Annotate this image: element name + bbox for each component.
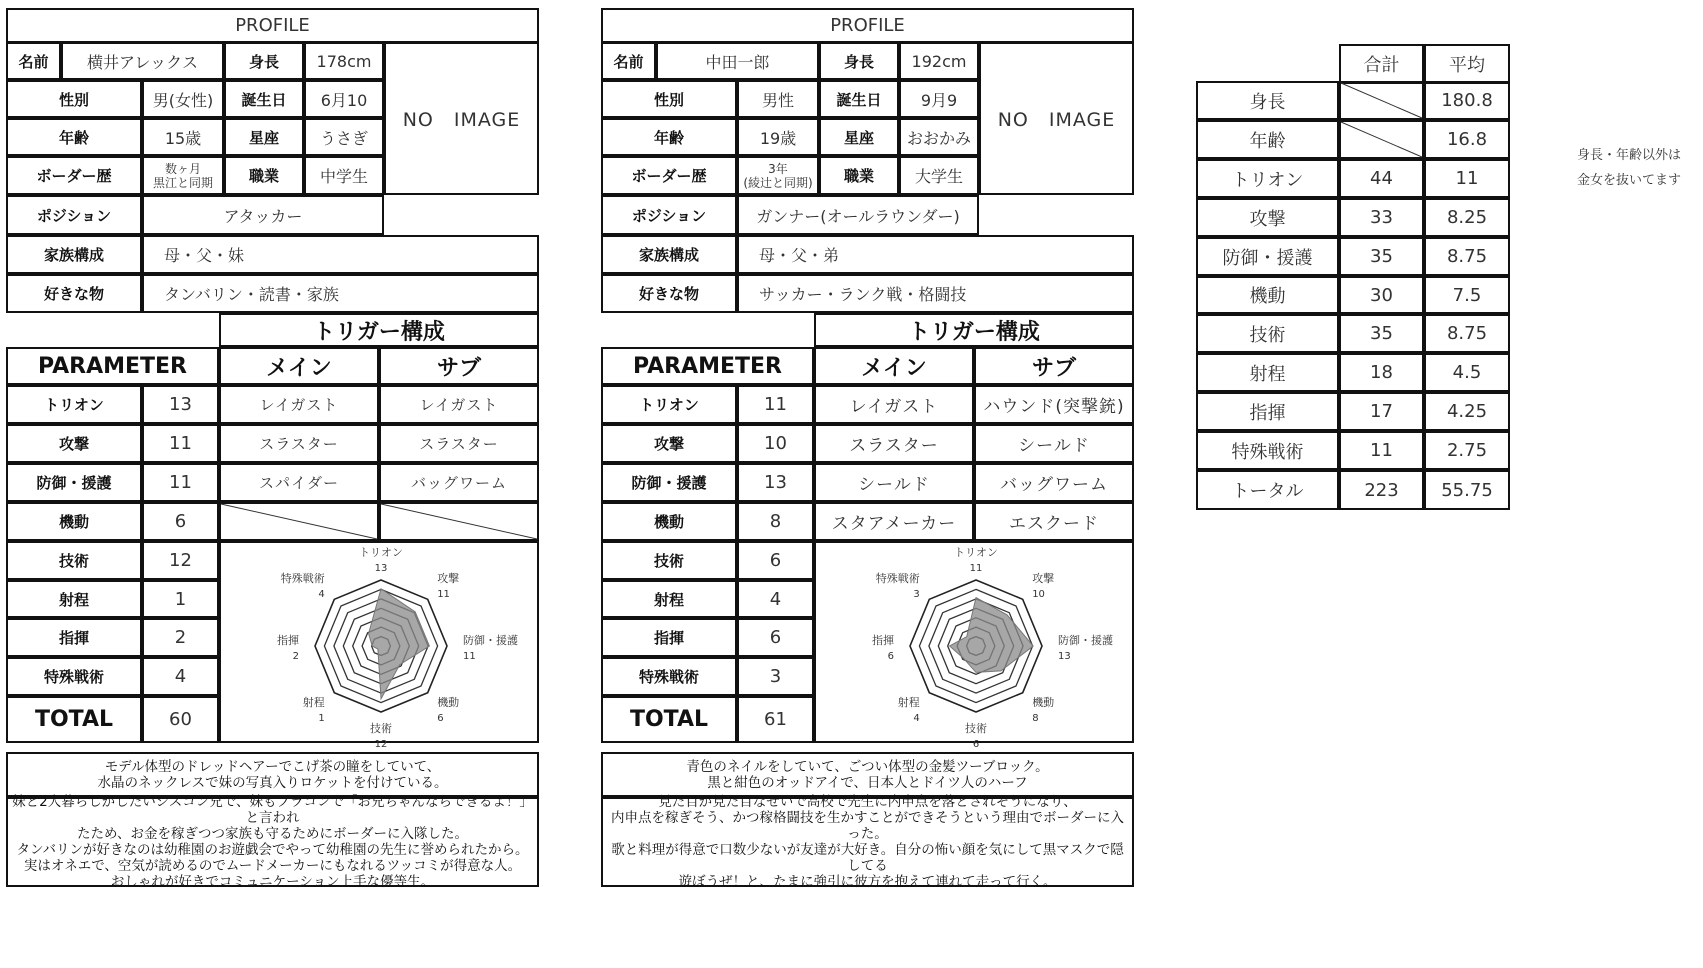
summary-row-label: 射程 [1196,353,1339,392]
summary-header-avg: 平均 [1424,44,1510,84]
param-value[interactable]: 4 [737,580,814,618]
param-label: 機動 [6,502,142,541]
label-job: 職業 [819,156,899,195]
parameter-header: PARAMETER [601,347,814,385]
sub-trigger-slot[interactable]: バッグワーム [379,463,539,502]
zodiac-value[interactable]: うさぎ [304,118,384,156]
label-job: 職業 [224,156,304,195]
radar-axis-label: 特殊戦術 [875,571,920,585]
param-value[interactable]: 1 [142,580,219,618]
total-label: TOTAL [6,696,142,743]
label-likes: 好きな物 [601,274,737,313]
radar-axis-label: 技術 [370,722,392,735]
radar-axis-label: 指揮 [872,634,894,647]
param-value[interactable]: 4 [142,657,219,696]
label-age: 年齢 [6,118,142,156]
empty-slot-diagonal [221,504,377,539]
main-header: メイン [814,347,974,385]
label-birthday: 誕生日 [224,80,304,118]
summary-avg-value[interactable]: 11 [1424,159,1510,198]
radar-value-label: 1 [318,713,325,725]
main-trigger-slot[interactable]: スタアメーカー [814,502,974,541]
radar-axis-label: 機動 [437,696,460,710]
param-label: 特殊戦術 [6,657,142,696]
sub-trigger-slot[interactable]: スラスター [379,424,539,463]
summary-avg-value[interactable]: 7.5 [1424,276,1510,314]
radar-value-label: 10 [1032,588,1045,600]
parameter-header: PARAMETER [6,347,219,385]
birthday-value[interactable]: 6月10 [304,80,384,118]
radar-value-label: 4 [318,588,325,600]
radar-value-label: 13 [374,563,388,574]
param-label: 技術 [6,541,142,580]
personality-line: おしゃれが好きでコミュニケーション上手な優等生。 [110,874,435,890]
summary-sum-value[interactable]: 17 [1339,392,1424,431]
radar-axis-label: 技術 [965,722,987,735]
gender-value[interactable]: 男性 [737,80,819,118]
param-value[interactable]: 11 [142,424,219,463]
param-label: トリオン [601,385,737,424]
main-header: メイン [219,347,379,385]
label-gender: 性別 [601,80,737,118]
param-label: 機動 [601,502,737,541]
career-line2: (綾辻と同期) [743,175,813,190]
personality-line: 歌と料理が得意で口数少ないが友達が大好き。自分の怖い顔を気にして黒マスクで隠してる [611,842,1124,874]
summary-avg-value[interactable]: 8.75 [1424,314,1510,353]
param-value[interactable]: 13 [142,385,219,424]
family-value[interactable]: 母・父・妹 [142,235,539,274]
job-value[interactable]: 中学生 [304,156,384,195]
total-label: TOTAL [601,696,737,743]
summary-row-label: 技術 [1196,314,1339,353]
radar-axis-label: 指揮 [277,634,299,647]
personality-line: 妹と2人暮らしがしたいシスコン兄で、妹もブラコンで「お兄ちゃんならできるよ！」と言われ [12,794,533,826]
total-value[interactable]: 60 [142,696,219,743]
summary-row-label: トータル [1196,470,1339,510]
param-label: 射程 [601,580,737,618]
summary-avg-value[interactable]: 8.25 [1424,198,1510,237]
radar-axis-label: 攻撃 [437,571,460,585]
label-zodiac: 星座 [819,118,899,156]
career-value[interactable] [142,156,224,195]
param-label: 防御・援護 [6,463,142,502]
side-note [1577,143,1681,193]
sub-trigger-slot[interactable]: ハウンド(突撃銃) [974,385,1134,424]
radar-value-label: 3 [913,588,920,600]
appearance-line: 青色のネイルをしていて、ごつい体型の金髪ツーブロック。 [686,758,1049,775]
radar-value-label: 6 [887,651,894,662]
likes-value[interactable]: サッカー・ランク戦・格闘技 [737,274,1134,313]
position-value[interactable]: ガンナー(オールラウンダー) [737,195,979,235]
main-trigger-slot[interactable]: レイガスト [814,385,974,424]
radar-axis-label: トリオン [954,546,998,559]
param-label: 指揮 [6,618,142,657]
param-value[interactable]: 13 [737,463,814,502]
label-name: 名前 [6,42,61,80]
personality-line: 見た目が見た目なせいで高校で先生に内申点を落とされそうになり、 [658,794,1077,810]
personality-line: 遊ぼうぜ！と、たまに強引に彼方を抱えて連れて走って行く。 [678,874,1057,890]
summary-sum-value[interactable]: 33 [1339,198,1424,237]
param-label: 防御・援護 [601,463,737,502]
radar-axis-label: 防御・援護 [1058,634,1113,647]
empty-slot-diagonal [381,504,537,539]
personality-line: 実はオネエで、空気が読めるのでムードメーカーにもなれるツッコミが得意な人。 [23,858,522,874]
empty-cell-diagonal [1341,83,1422,118]
main-trigger-slot[interactable]: レイガスト [219,385,379,424]
summary-row-label: 身長 [1196,81,1339,120]
summary-avg-value[interactable]: 2.75 [1424,431,1510,470]
sub-trigger-slot[interactable]: シールド [974,424,1134,463]
summary-header-sum: 合計 [1339,44,1424,84]
summary-sum-value[interactable]: 30 [1339,276,1424,314]
label-age: 年齢 [601,118,737,156]
summary-row-label: 攻撃 [1196,198,1339,237]
personality-memo [6,794,539,890]
param-label: 技術 [601,541,737,580]
personality-line: たため、お金を稼ぎつつ家族も守るためにボーダーに入隊した。 [77,826,468,842]
name-value[interactable]: 中田一郎 [656,42,819,80]
appearance-line: 水晶のネックレスで妹の写真入りロケットを付けている。 [97,774,448,791]
param-value[interactable]: 10 [737,424,814,463]
radar-axis-label: 射程 [302,696,325,710]
summary-avg-value[interactable]: 4.25 [1424,392,1510,431]
height-value[interactable]: 192cm [899,42,979,80]
param-value[interactable]: 11 [142,463,219,502]
param-value[interactable]: 2 [142,618,219,657]
profile-title: PROFILE [601,8,1134,43]
career-value[interactable] [737,156,819,195]
radar-axis-label: トリオン [359,546,403,559]
param-value[interactable]: 11 [737,385,814,424]
summary-row-label: 防御・援護 [1196,237,1339,276]
main-trigger-slot[interactable]: スラスター [814,424,974,463]
param-label: 攻撃 [6,424,142,463]
position-value[interactable]: アタッカー [142,195,384,235]
radar-value-label: 11 [437,588,450,600]
side-note-line: 身長・年齢以外は [1577,148,1682,163]
radar-chart [221,543,537,750]
label-position: ポジション [6,195,142,235]
radar-value-label: 11 [969,563,983,574]
label-name: 名前 [601,42,656,80]
profile-title: PROFILE [6,8,539,43]
personality-line: タンバリンが好きなのは幼稚園のお遊戯会でやって幼稚園の先生に誉められたから。 [16,842,529,858]
param-value[interactable]: 8 [737,502,814,541]
summary-row-label: トリオン [1196,159,1339,198]
radar-chart [816,543,1132,750]
radar-axis-label: 特殊戦術 [280,571,325,585]
sub-header: サブ [974,347,1134,385]
name-value[interactable]: 横井アレックス [61,42,224,80]
appearance-memo [6,752,539,797]
summary-row-label: 特殊戦術 [1196,431,1339,470]
personality-memo [601,794,1134,890]
label-career: ボーダー歴 [601,156,737,195]
radar-value-label: 13 [1058,651,1071,662]
empty-cell-diagonal [1341,122,1422,157]
radar-value-label: 12 [374,739,388,750]
age-value[interactable]: 15歳 [142,118,224,156]
radar-value-label: 6 [437,713,444,725]
appearance-memo [601,752,1134,797]
likes-value[interactable]: タンバリン・読書・家族 [142,274,539,313]
personality-line: 内申点を稼ぎそう、かつ稼格闘技を生かすことができそうという理由でボーダーに入った。 [611,810,1124,842]
radar-value-label: 2 [292,651,299,662]
param-label: 攻撃 [601,424,737,463]
label-gender: 性別 [6,80,142,118]
summary-avg-value[interactable]: 4.5 [1424,353,1510,392]
job-value[interactable]: 大学生 [899,156,979,195]
summary-avg-value[interactable]: 16.8 [1424,120,1510,159]
summary-avg-value[interactable]: 180.8 [1424,81,1510,120]
trigger-title: トリガー構成 [814,313,1134,347]
radar-axis-label: 防御・援護 [463,634,518,647]
param-value[interactable]: 6 [737,618,814,657]
sub-trigger-slot[interactable]: エスクード [974,502,1134,541]
career-line2: 黒江と同期 [152,175,213,190]
height-value[interactable]: 178cm [304,42,384,80]
summary-sum-value[interactable]: 35 [1339,314,1424,353]
sub-trigger-slot[interactable]: バッグワーム [974,463,1134,502]
summary-sum-value[interactable]: 35 [1339,237,1424,276]
label-career: ボーダー歴 [6,156,142,195]
label-family: 家族構成 [6,235,142,274]
career-line1: 3年 [768,161,788,176]
param-label: 特殊戦術 [601,657,737,696]
param-label: 射程 [6,580,142,618]
birthday-value[interactable]: 9月9 [899,80,979,118]
main-trigger-slot[interactable]: スパイダー [219,463,379,502]
summary-row-label: 指揮 [1196,392,1339,431]
summary-avg-value[interactable]: 55.75 [1424,470,1510,510]
radar-axis-label: 攻撃 [1032,571,1055,585]
summary-sum-value[interactable]: 18 [1339,353,1424,392]
param-label: 指揮 [601,618,737,657]
param-value[interactable]: 6 [142,502,219,541]
summary-row-label: 年齢 [1196,120,1339,159]
main-trigger-slot[interactable]: シールド [814,463,974,502]
label-height: 身長 [819,42,899,80]
gender-value[interactable]: 男(女性) [142,80,224,118]
radar-axis-label: 機動 [1032,696,1055,710]
label-position: ポジション [601,195,737,235]
label-family: 家族構成 [601,235,737,274]
career-line1: 数ヶ月 [164,161,201,176]
summary-sum-value[interactable]: 11 [1339,431,1424,470]
appearance-line: モデル体型のドレッドヘアーでこげ茶の瞳をしていて、 [104,758,441,775]
no-image-placeholder: NO IMAGE [979,42,1134,195]
appearance-line: 黒と紺色のオッドアイで、日本人とドイツ人のハーフ [707,774,1028,791]
label-height: 身長 [224,42,304,80]
main-trigger-slot[interactable]: スラスター [219,424,379,463]
radar-value-label: 6 [972,739,980,750]
radar-value-label: 8 [1032,713,1039,725]
label-likes: 好きな物 [6,274,142,313]
trigger-title: トリガー構成 [219,313,539,347]
label-zodiac: 星座 [224,118,304,156]
param-value[interactable]: 6 [737,541,814,580]
sub-header: サブ [379,347,539,385]
summary-row-label: 機動 [1196,276,1339,314]
no-image-placeholder: NO IMAGE [384,42,539,195]
side-note-line: 金女を抜いてます [1577,173,1682,188]
total-value[interactable]: 61 [737,696,814,743]
radar-value-label: 4 [913,713,920,725]
label-birthday: 誕生日 [819,80,899,118]
sub-trigger-slot[interactable]: レイガスト [379,385,539,424]
param-value[interactable]: 12 [142,541,219,580]
radar-value-label: 11 [463,651,476,662]
family-value[interactable]: 母・父・弟 [737,235,1134,274]
age-value[interactable]: 19歳 [737,118,819,156]
summary-avg-value[interactable]: 8.75 [1424,237,1510,276]
summary-sum-value[interactable]: 223 [1339,470,1424,510]
radar-axis-label: 射程 [897,696,920,710]
param-label: トリオン [6,385,142,424]
zodiac-value[interactable]: おおかみ [899,118,979,156]
param-value[interactable]: 3 [737,657,814,696]
summary-sum-value[interactable]: 44 [1339,159,1424,198]
